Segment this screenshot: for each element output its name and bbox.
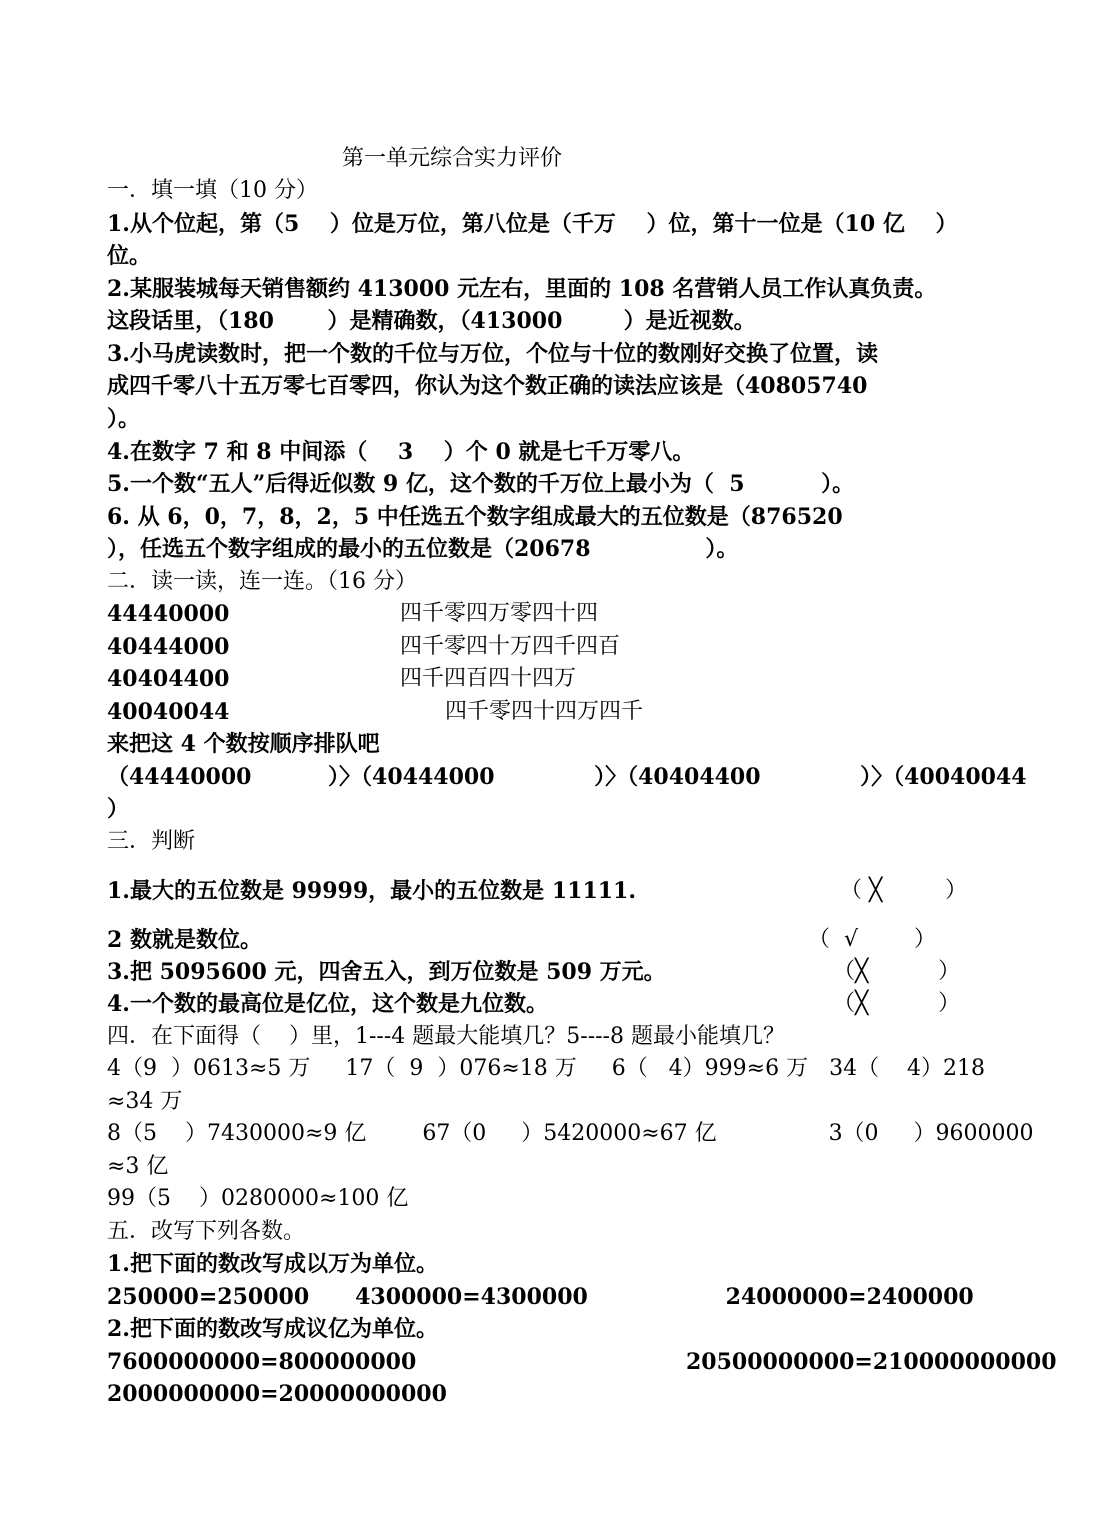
match-number-3: 40404400	[107, 666, 230, 692]
order-line: （44440000 ）〉（40444000 ）〉（40404400 ）〉（40040044	[107, 764, 1027, 790]
estimate-row-2: 8（5 ）7430000≈9 亿 67（0 ）5420000≈67 亿 3（0 ）9600000	[107, 1121, 1034, 1146]
match-number-1: 44440000	[107, 601, 230, 627]
section-3-heading: 三．判断	[107, 829, 196, 854]
order-label: 来把这 4 个数按顺序排队吧	[107, 731, 380, 757]
judge-item-1: 1.最大的五位数是 99999，最小的五位数是 11111.	[107, 878, 637, 904]
match-number-2: 40444000	[107, 634, 230, 660]
question-3-line-3: ）。	[107, 406, 141, 432]
question-1-line-1: 1.从个位起，第（5 ）位是万位，第八位是（千万 ）位，第十一位是（10 亿 ）	[107, 211, 958, 237]
judge-mark-3: （╳ ）	[833, 959, 961, 984]
match-word-2: 四千零四十万四千四百	[400, 634, 621, 659]
order-line-end: ）	[107, 796, 130, 822]
judge-item-2: 2 数就是数位。	[107, 927, 262, 953]
rewrite-row-2b: 20500000000=210000000000	[686, 1349, 1057, 1375]
section-1-heading: 一．填一填（10 分）	[107, 178, 318, 203]
judge-mark-2: （ √ ）	[808, 927, 936, 952]
judge-mark-1: （ ╳ ）	[840, 878, 968, 903]
question-3-line-2: 成四千零八十五万零七百零四，你认为这个数正确的读法应该是（40805740	[107, 373, 868, 399]
estimate-row-1-cont: ≈34 万	[107, 1089, 183, 1114]
estimate-row-2-cont: ≈3 亿	[107, 1154, 169, 1179]
rewrite-row-2a: 7600000000=800000000	[107, 1349, 417, 1375]
question-1-line-2: 位。	[107, 243, 152, 269]
question-3-line-1: 3.小马虎读数时，把一个数的千位与万位，个位与十位的数刚好交换了位置，读	[107, 341, 878, 367]
section-5-heading: 五．改写下列各数。	[107, 1219, 306, 1244]
judge-item-4: 4.一个数的最高位是亿位，这个数是九位数。	[107, 991, 548, 1017]
rewrite-sub-2: 2.把下面的数改写成议亿为单位。	[107, 1316, 438, 1342]
question-5: 5.一个数“五人”后得近似数 9 亿，这个数的千万位上最小为（ 5 ）。	[107, 471, 855, 497]
section-2-heading: 二．读一读，连一连。（16 分）	[107, 569, 417, 594]
question-4: 4.在数字 7 和 8 中间添（ 3 ）个 0 就是七千万零八。	[107, 439, 695, 465]
document-title: 第一单元综合实力评价	[342, 146, 563, 171]
rewrite-row-3: 2000000000=20000000000	[107, 1381, 447, 1407]
judge-mark-4: （╳ ）	[833, 991, 961, 1016]
question-2-line-2: 这段话里，（180 ）是精确数，（413000 ）是近视数。	[107, 308, 756, 334]
estimate-row-1: 4（9 ）0613≈5 万 17（ 9 ）076≈18 万 6（ 4）999≈6 万 34（ 4）218	[107, 1056, 986, 1081]
match-number-4: 40040044	[107, 699, 230, 725]
estimate-row-3: 99（5 ）0280000≈100 亿	[107, 1186, 409, 1211]
rewrite-row-1: 250000=250000 4300000=4300000 24000000=2400000	[107, 1284, 974, 1310]
question-6-line-1: 6. 从 6，0，7，8，2，5 中任选五个数字组成最大的五位数是（876520	[107, 504, 843, 530]
match-word-1: 四千零四万零四十四	[400, 601, 599, 626]
question-6-line-2: ），任选五个数字组成的最小的五位数是（20678 ）。	[107, 536, 739, 562]
question-2-line-1: 2.某服装城每天销售额约 413000 元左右，里面的 108 名营销人员工作认真负责。	[107, 276, 937, 302]
rewrite-sub-1: 1.把下面的数改写成以万为单位。	[107, 1251, 438, 1277]
judge-item-3: 3.把 5095600 元，四舍五入，到万位数是 509 万元。	[107, 959, 666, 985]
match-word-4: 四千零四十四万四千	[445, 699, 644, 724]
match-word-3: 四千四百四十四万	[400, 666, 577, 691]
section-4-heading: 四．在下面得（ ）里，1---4 题最大能填几？5----8 题最小能填几？	[107, 1024, 785, 1049]
